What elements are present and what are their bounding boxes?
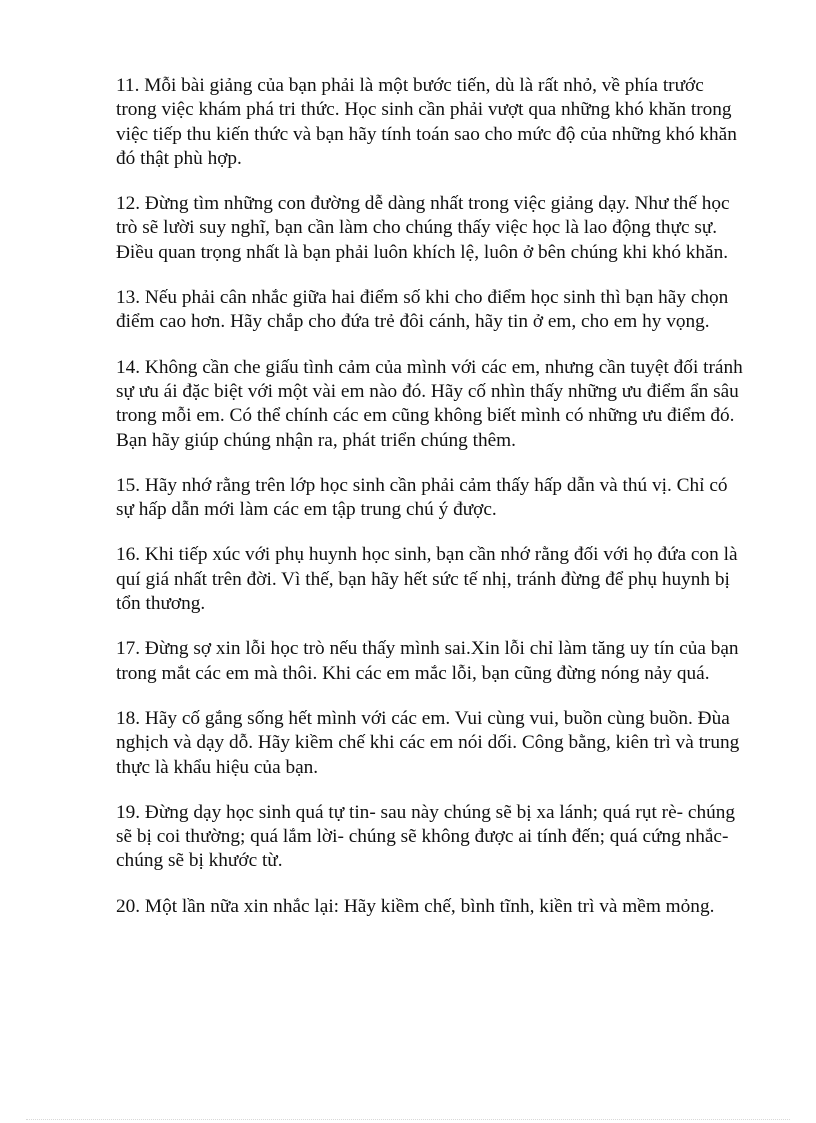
paragraph-11: 11. Mỗi bài giảng của bạn phải là một bước tiến, dù là rất nhỏ, về phía trước trong việc khám phá tri thức. Học sinh cần phải vượt qua những khó khăn trong việc tiếp thu kiến thức và bạn hãy tính toán sao cho mức độ của những khó khăn đó thật phù hợp. bbox=[116, 75, 737, 169]
paragraph-20: 20. Một lần nữa xin nhắc lại: Hãy kiềm chế, bình tĩnh, kiền trì và mềm mỏng. bbox=[116, 895, 715, 917]
paragraph-15: 15. Hãy nhớ rằng trên lớp học sinh cần phải cảm thấy hấp dẫn và thú vị. Chỉ có sự hấp dẫn mới làm các em tập trung chú ý được. bbox=[116, 474, 728, 521]
paragraph-16: 16. Khi tiếp xúc với phụ huynh học sinh, bạn cần nhớ rằng đối với họ đứa con là quí giá nhất trên đời. Vì thế, bạn hãy hết sức tế nhị, tránh đừng để phụ huynh bị tổn thương. bbox=[116, 544, 738, 615]
paragraph-17: 17. Đừng sợ xin lỗi học trò nếu thấy mình sai.Xin lỗi chỉ làm tăng uy tín của bạn trong mắt các em mà thôi. Khi các em mắc lỗi, bạn cũng đừng nóng nảy quá. bbox=[116, 638, 739, 684]
paragraph-18: 18. Hãy cố gắng sống hết mình với các em. Vui cùng vui, buồn cùng buồn. Đùa nghịch và dạy dỗ. Hãy kiềm chế khi các em nói dối. Công bằng, kiên trì và trung thực là khẩu hiệu của bạn. bbox=[116, 707, 740, 778]
paragraph-19: 19. Đừng dạy học sinh quá tự tin- sau này chúng sẽ bị xa lánh; quá rụt rè- chúng sẽ bị coi thường; quá lắm lời- chúng sẽ không được ai tính đến; quá cứng nhắc- chúng sẽ bị khước từ. bbox=[116, 801, 736, 872]
page-bottom-divider bbox=[26, 1119, 790, 1120]
document-body bbox=[116, 74, 746, 940]
paragraph-14: 14. Không cần che giấu tình cảm của mình với các em, nhưng cần tuyệt đối tránh sự ưu ái đặc biệt với một vài em nào đó. Hãy cố nhìn thấy những ưu điểm ẩn sâu trong mỗi em. Có thể chính các em cũng không biết mình có những ưu điểm đó. Bạn hãy giúp chúng nhận ra, phát triển chúng thêm. bbox=[116, 356, 743, 451]
paragraph-13: 13. Nếu phải cân nhắc giữa hai điểm số khi cho điểm học sinh thì bạn hãy chọn điểm cao hơn. Hãy chắp cho đứa trẻ đôi cánh, hãy tin ở em, cho em hy vọng. bbox=[116, 287, 729, 333]
paragraph-12: 12. Đừng tìm những con đường dễ dàng nhất trong việc giảng dạy. Như thế học trò sẽ lười suy nghĩ, bạn cần làm cho chúng thấy việc học là lao động thực sự. Điều quan trọng nhất là bạn phải luôn khích lệ, luôn ở bên chúng khi khó khăn. bbox=[116, 193, 730, 263]
